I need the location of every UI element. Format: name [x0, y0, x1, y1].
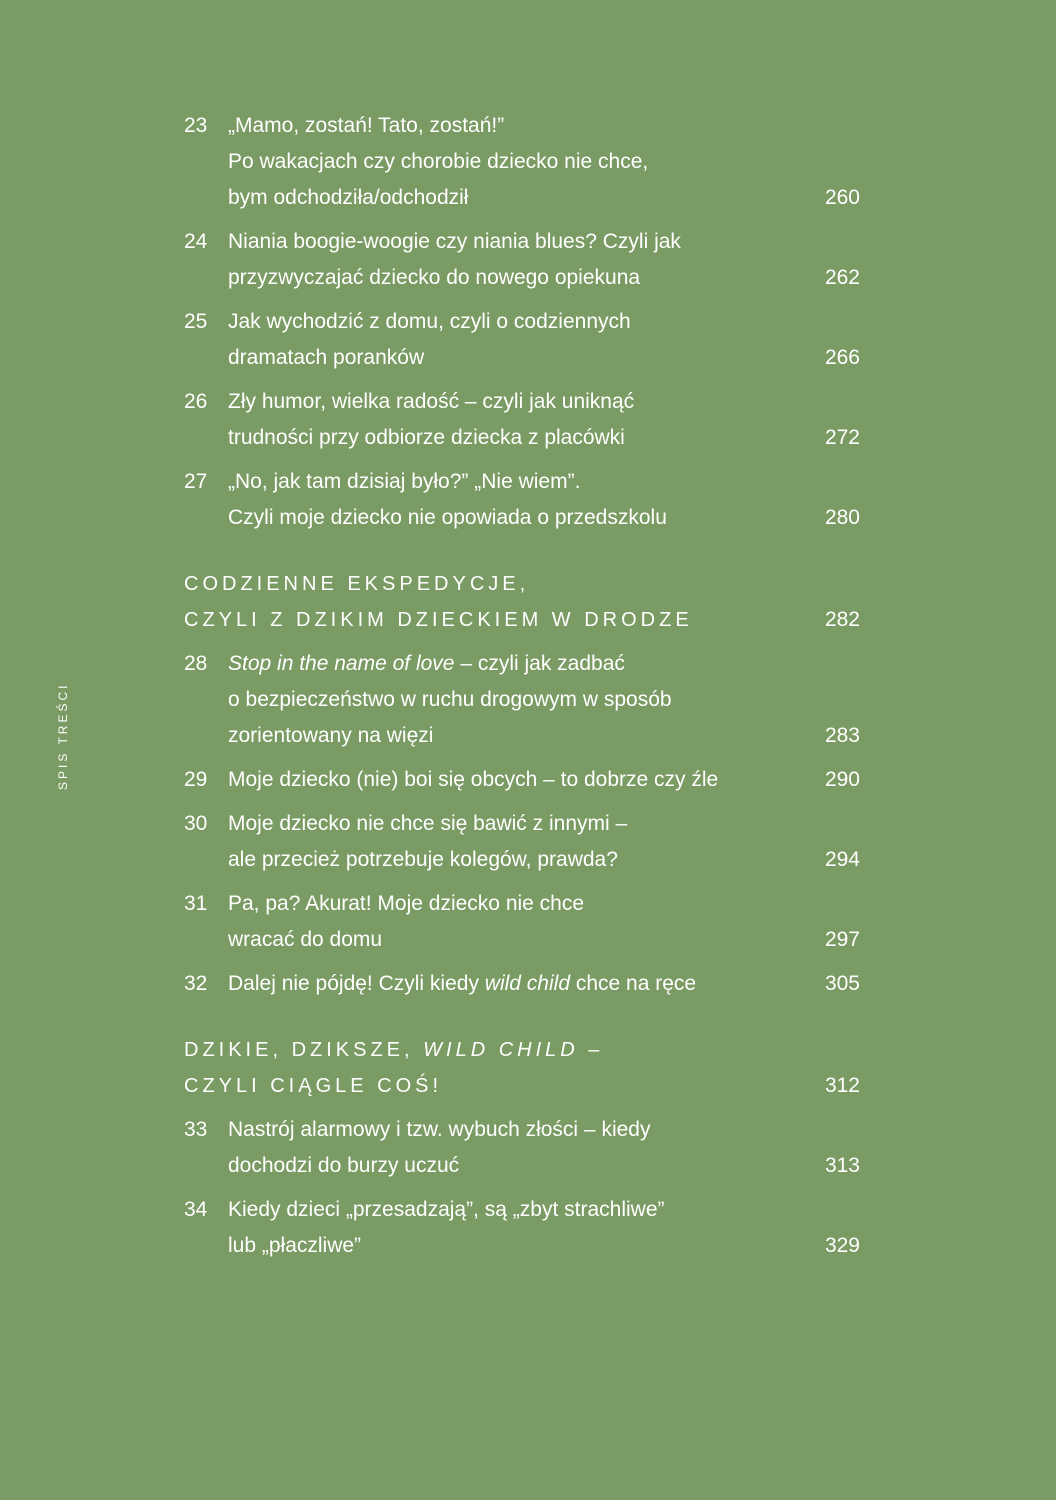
- chapter-title: [228, 304, 864, 376]
- page-number: 280: [824, 506, 860, 529]
- title-part: chce na ręce: [570, 972, 697, 995]
- title-line: o bezpieczeństwo w ruchu drogowym w sposób: [228, 688, 672, 711]
- title-line: „Mamo, zostań! Tato, zostań!”: [228, 114, 505, 137]
- chapter-number: 25: [184, 310, 208, 333]
- section-title-line: CODZIENNE EKSPEDYCJE,: [184, 573, 530, 595]
- title-line: zorientowany na więzi: [228, 724, 434, 747]
- title-line: lub „płaczliwe”: [228, 1234, 362, 1257]
- table-of-contents: [184, 108, 864, 1272]
- title-line: Zły humor, wielka radość – czyli jak uniknąć: [228, 390, 635, 413]
- section-title-line: [184, 1032, 864, 1068]
- chapter-number: 28: [184, 652, 208, 675]
- chapter-title: [228, 646, 864, 754]
- chapter-title: [228, 806, 864, 878]
- page-number: 329: [824, 1234, 860, 1257]
- chapter-number: 32: [184, 972, 208, 995]
- page-number: 283: [824, 724, 860, 747]
- chapter-number: 26: [184, 390, 208, 413]
- title-line: Nastrój alarmowy i tzw. wybuch złości – kiedy: [228, 1118, 651, 1141]
- title-italic: Stop in the name of love: [228, 652, 455, 675]
- toc-entry-34[interactable]: [184, 1192, 864, 1264]
- title-line: trudności przy odbiorze dziecka z placówki: [228, 426, 625, 449]
- title-line: bym odchodziła/odchodził: [228, 186, 469, 209]
- toc-entry-30[interactable]: [184, 806, 864, 878]
- title-part: DZIKIE, DZIKSZE,: [184, 1039, 424, 1061]
- chapter-title: [228, 384, 864, 456]
- title-line: Jak wychodzić z domu, czyli o codziennych: [228, 310, 631, 333]
- title-part: –: [578, 1039, 604, 1061]
- toc-entry-31[interactable]: [184, 886, 864, 958]
- toc-entry-29[interactable]: [184, 762, 864, 798]
- title-line: [228, 966, 864, 1002]
- toc-entry-24[interactable]: [184, 224, 864, 296]
- title-line: dramatach poranków: [228, 346, 425, 369]
- chapter-title: [228, 464, 864, 536]
- chapter-number: 27: [184, 470, 208, 493]
- page-number: 262: [824, 266, 860, 289]
- title-line: przyzwyczajać dziecko do nowego opiekuna: [228, 266, 641, 289]
- toc-entry-23[interactable]: [184, 108, 864, 216]
- page-number: 294: [824, 848, 860, 871]
- title-line: Kiedy dzieci „przesadzają”, są „zbyt strachliwe”: [228, 1198, 665, 1221]
- chapter-number: 29: [184, 768, 208, 791]
- chapter-title: [228, 966, 864, 1002]
- title-rest: – czyli jak zadbać: [454, 652, 625, 675]
- page-number: 260: [824, 186, 860, 209]
- title-part: Dalej nie pójdę! Czyli kiedy: [228, 972, 485, 995]
- section-title-line: CZYLI Z DZIKIM DZIECKIEM W DRODZE: [184, 609, 693, 631]
- toc-section-codzienne-ekspedycje[interactable]: [184, 566, 864, 638]
- chapter-title: [228, 224, 864, 296]
- title-line: Niania boogie-woogie czy niania blues? Czyli jak: [228, 230, 681, 253]
- title-line: „No, jak tam dzisiaj było?” „Nie wiem”.: [228, 470, 581, 493]
- title-italic: WILD CHILD: [423, 1039, 579, 1061]
- page-number: 272: [824, 426, 860, 449]
- running-header-vertical: SPIS TREŚCI: [56, 682, 70, 790]
- page-number: 266: [824, 346, 860, 369]
- page-number: 312: [824, 1074, 860, 1097]
- title-line: ale przecież potrzebuje kolegów, prawda?: [228, 848, 618, 871]
- chapter-title: [228, 762, 864, 798]
- title-line: [228, 646, 864, 682]
- chapter-title: [228, 1112, 864, 1184]
- title-line: dochodzi do burzy uczuć: [228, 1154, 460, 1177]
- title-line: Po wakacjach czy chorobie dziecko nie chce,: [228, 150, 649, 173]
- title-line: wracać do domu: [228, 928, 383, 951]
- chapter-number: 34: [184, 1198, 208, 1221]
- section-title: [184, 566, 864, 638]
- page-number: 297: [824, 928, 860, 951]
- chapter-title: [228, 1192, 864, 1264]
- title-line: Moje dziecko nie chce się bawić z innymi –: [228, 812, 628, 835]
- chapter-number: 24: [184, 230, 208, 253]
- page-number: 313: [824, 1154, 860, 1177]
- toc-entry-33[interactable]: [184, 1112, 864, 1184]
- chapter-number: 30: [184, 812, 208, 835]
- section-title: [184, 1032, 864, 1104]
- chapter-number: 23: [184, 114, 208, 137]
- page-number: 290: [824, 768, 860, 791]
- toc-entry-28[interactable]: [184, 646, 864, 754]
- title-line: Czyli moje dziecko nie opowiada o przedszkolu: [228, 506, 667, 529]
- toc-entry-25[interactable]: [184, 304, 864, 376]
- toc-section-dzikie-dziksze[interactable]: [184, 1032, 864, 1104]
- title-italic: wild child: [484, 972, 570, 995]
- chapter-number: 31: [184, 892, 208, 915]
- title-line: Pa, pa? Akurat! Moje dziecko nie chce: [228, 892, 585, 915]
- toc-entry-26[interactable]: [184, 384, 864, 456]
- title-line: Moje dziecko (nie) boi się obcych – to dobrze czy źle: [228, 768, 719, 791]
- page-number: 282: [824, 608, 860, 631]
- toc-entry-32[interactable]: [184, 966, 864, 1002]
- chapter-title: [228, 886, 864, 958]
- toc-entry-27[interactable]: [184, 464, 864, 536]
- chapter-number: 33: [184, 1118, 208, 1141]
- chapter-title: [228, 108, 864, 216]
- section-title-line: CZYLI CIĄGLE COŚ!: [184, 1075, 443, 1097]
- page-number: 305: [824, 972, 860, 995]
